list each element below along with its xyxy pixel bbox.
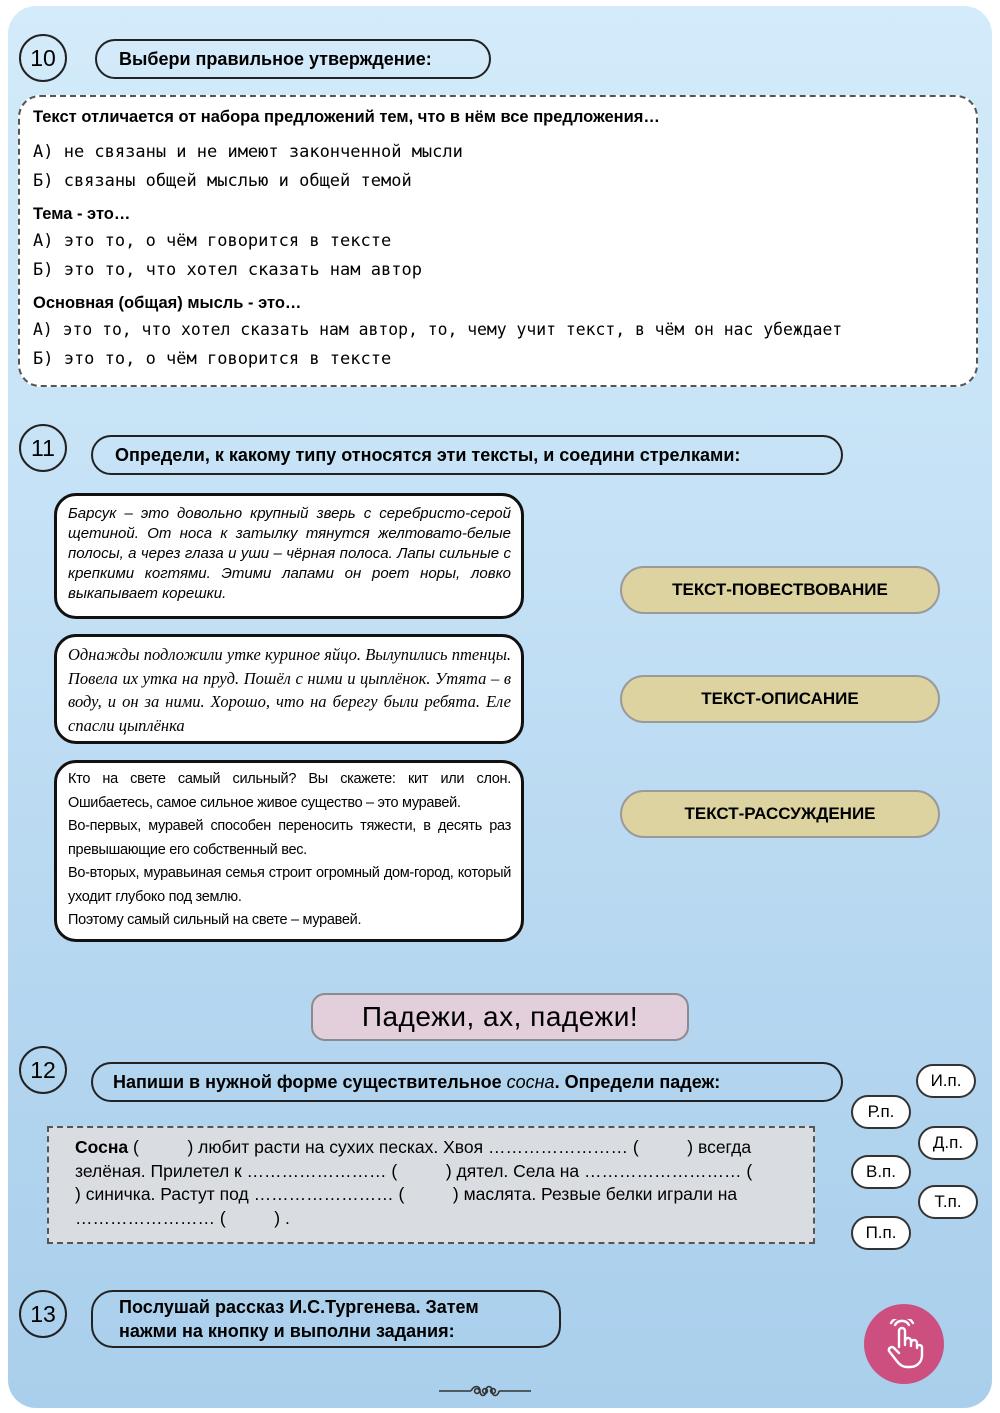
question-1-option-a[interactable]: А) не связаны и не имеют законченной мысли xyxy=(33,142,463,162)
text-card-1-content: Барсук – это довольно крупный зверь с серебристо-серой щетиной. От носа к затылку тянутся желтовато-белые полосы, а через глаза и уши – чёрная полоса. Лапы сильные с крепкими когтями. Этими лапами он роет норы, ловко выкапывает корешки. xyxy=(68,505,511,602)
question-2: Тема - это… xyxy=(33,205,131,223)
text-card-2-content: Однажды подложили утке куриное яйцо. Вылупились птенцы. Повела их утка на пруд. Пошёл с ними и цыплёнок. Утята – в воду, и он за ними. Хорошо, что на берегу были ребята. Еле спасли цыплёнка xyxy=(68,645,511,735)
task-13-title-line-1: Послушай рассказ И.С.Тургенева. Затем xyxy=(119,1297,479,1317)
case-instrumental-pill[interactable]: Т.п. xyxy=(918,1185,978,1219)
type-narration-pill[interactable]: ТЕКСТ-ПОВЕСТВОВАНИЕ xyxy=(620,566,940,614)
fill-text-first-word: Сосна xyxy=(75,1137,129,1157)
case-genitive-pill[interactable]: Р.п. xyxy=(851,1095,911,1129)
hand-pointer-icon xyxy=(881,1319,927,1369)
type-reasoning-pill[interactable]: ТЕКСТ-РАССУЖДЕНИЕ xyxy=(620,790,940,838)
task-13-title xyxy=(91,1290,561,1348)
text-card-narration[interactable] xyxy=(54,634,524,744)
question-1: Текст отличается от набора предложений тем, что в нём все предложения… xyxy=(33,108,660,126)
task-number-10: 10 xyxy=(19,34,67,82)
task-number-12: 12 xyxy=(19,1046,67,1094)
question-2-option-a[interactable]: А) это то, о чём говорится в тексте xyxy=(33,231,392,251)
case-nominative-pill[interactable]: И.п. xyxy=(916,1064,976,1098)
text-card-3-paragraph-3: Во-вторых, муравьиная семья строит огромный дом-город, который уходит глубоко под землю. xyxy=(68,865,511,905)
section-banner: Падежи, ах, падежи! xyxy=(311,993,689,1041)
task-12-title-word: сосна xyxy=(506,1071,555,1092)
question-3-option-a[interactable]: А) это то, что хотел сказать нам автор, то, чему учит текст, в чём он нас убеждает xyxy=(33,320,843,339)
task-12-title xyxy=(91,1062,843,1102)
fill-in-text-box[interactable] xyxy=(47,1126,815,1244)
text-card-3-paragraph-4: Поэтому самый сильный на свете – муравей. xyxy=(68,912,362,928)
fill-text-body: ( ) любит расти на сухих песках. Хвоя …………………… ( ) всегда зелёная. Прилетел к …………………… ( ) дятел. Села на ……………………… ( ) синичка. Растут под …………………… ( ) маслята. Резвые белки играли на …………………… ( ) . xyxy=(75,1137,801,1228)
task-12-title-before: Напиши в нужной форме существительное xyxy=(113,1071,507,1092)
text-card-description[interactable] xyxy=(54,493,524,619)
ornament-divider-icon xyxy=(437,1383,533,1399)
text-card-3-paragraph-2: Во-первых, муравей способен переносить тяжести, в десять раз превышающие его собственный вес. xyxy=(68,818,511,858)
quiz-box xyxy=(18,95,978,387)
case-prepositional-pill[interactable]: П.п. xyxy=(851,1216,911,1250)
task-10-title: Выбери правильное утверждение: xyxy=(95,39,491,79)
text-card-reasoning[interactable] xyxy=(54,760,524,942)
touch-button[interactable] xyxy=(864,1304,944,1384)
type-description-pill[interactable]: ТЕКСТ-ОПИСАНИЕ xyxy=(620,675,940,723)
task-number-13: 13 xyxy=(19,1290,67,1338)
question-3-option-b[interactable]: Б) это то, о чём говорится в тексте xyxy=(33,349,392,369)
question-2-option-b[interactable]: Б) это то, что хотел сказать нам автор xyxy=(33,260,422,280)
question-3: Основная (общая) мысль - это… xyxy=(33,294,302,312)
case-accusative-pill[interactable]: В.п. xyxy=(851,1155,911,1189)
question-1-option-b[interactable]: Б) связаны общей мыслью и общей темой xyxy=(33,171,412,191)
task-12-title-after: . Определи падеж: xyxy=(554,1071,721,1092)
text-card-3-paragraph-1: Кто на свете самый сильный? Вы скажете: кит или слон. Ошибаетесь, самое сильное живое существо – это муравей. xyxy=(68,771,511,811)
case-dative-pill[interactable]: Д.п. xyxy=(918,1126,978,1160)
task-11-title: Определи, к какому типу относятся эти тексты, и соедини стрелками: xyxy=(91,435,843,475)
task-13-title-line-2: нажми на кнопку и выполни задания: xyxy=(119,1321,455,1341)
task-number-11: 11 xyxy=(19,424,67,472)
